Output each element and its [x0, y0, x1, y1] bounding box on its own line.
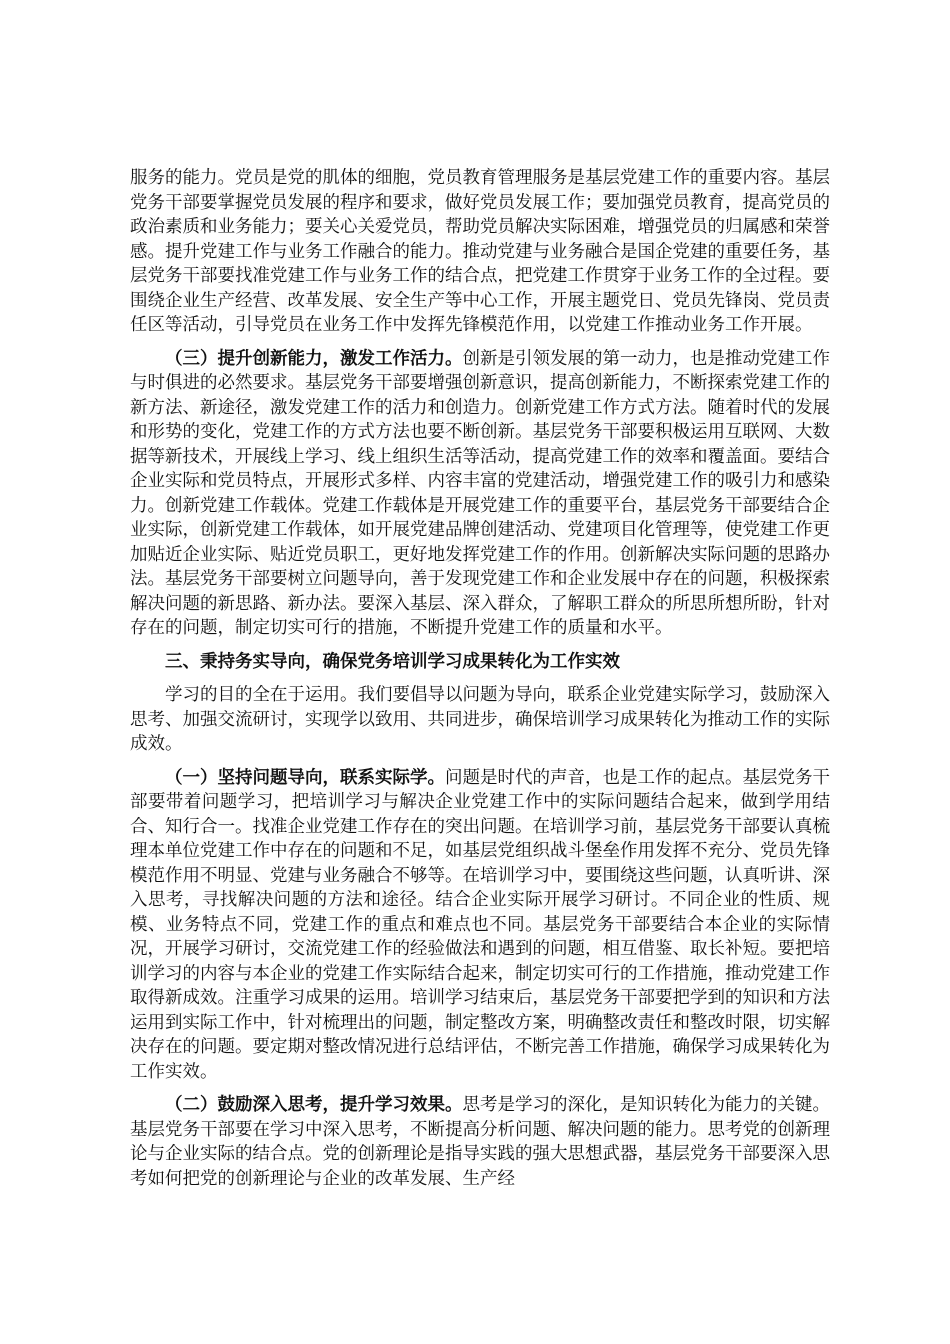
subheading-deep-thinking: （二）鼓励深入思考，提升学习效果。 — [165, 1095, 463, 1115]
paragraph-deep-thinking — [130, 1093, 830, 1191]
subheading-innovation: （三）提升创新能力，激发工作活力。 — [165, 348, 463, 369]
section-heading-three: 三、秉持务实导向，确保党务培训学习成果转化为工作实效 — [165, 651, 620, 672]
paragraph-problem-oriented — [130, 766, 830, 1085]
document-page — [130, 166, 830, 1200]
paragraph-innovation — [130, 347, 830, 641]
paragraph-problem-oriented-body: 问题是时代的声音，也是工作的起点。基层党务干部要带着问题学习，把培训学习与解决企业党建工作中的实际问题结合起来，做到学用结合、知行合一。找准企业党建工作存在的突出问题。在培训学习前，基层党务干部要认真梳理本单位党建工作中存在的问题和不足，如基层党组织战斗堡垒作用发挥不充分、党员先锋模范作用不明显、党建与业务融合不够等。在培训学习中，要围绕这些问题，认真听讲、深入思考，寻找解决问题的方法和途径。结合企业实际开展学习研讨。不同企业的性质、规模、业务特点不同，党建工作的重点和难点也不同。基层党务干部要结合本企业的实际情况，开展学习研讨，交流党建工作的经验做法和遇到的问题，相互借鉴、取长补短。要把培训学习的内容与本企业的党建工作实际结合起来，制定切实可行的工作措施，推动党建工作取得新成效。注重学习成果的运用。培训学习结束后，基层党务干部要把学到的知识和方法运用到实际工作中，针对梳理出的问题，制定整改方案，明确整改责任和整改时限，切实解决存在的问题。要定期对整改情况进行总结评估，不断完善工作措施，确保学习成果转化为工作实效。 — [130, 767, 830, 1082]
paragraph-learning-purpose: 学习的目的全在于运用。我们要倡导以问题为导向，联系企业党建实际学习，鼓励深入思考、加强交流研讨，实现学以致用、共同进步，确保培训学习成果转化为推动工作的实际成效。 — [130, 685, 830, 754]
subheading-problem-oriented: （一）坚持问题导向，联系实际学。 — [165, 767, 445, 788]
paragraph-innovation-body: 创新是引领发展的第一动力，也是推动党建工作与时俱进的必然要求。基层党务干部要增强创新意识，提高创新能力，不断探索党建工作的新方法、新途径，激发党建工作的活力和创造力。创新党建工作方式方法。随着时代的发展和形势的变化，党建工作的方式方法也要不断创新。基层党务干部要积极运用互联网、大数据等新技术，开展线上学习、线上组织生活等活动，提高党建工作的效率和覆盖面。要结合企业实际和党员特点，开展形式多样、内容丰富的党建活动，增强党建工作的吸引力和感染力。创新党建工作载体。党建工作载体是开展党建工作的重要平台，基层党务干部要结合企业实际，创新党建工作载体，如开展党建品牌创建活动、党建项目化管理等，使党建工作更加贴近企业实际、贴近党员职工，更好地发挥党建工作的作用。创新解决实际问题的思路办法。基层党务干部要树立问题导向，善于发现党建工作和企业发展中存在的问题，积极探索解决问题的新思路、新办法。要深入基层、深入群众，了解职工群众的所思所想所盼，针对存在的问题，制定切实可行的措施，不断提升党建工作的质量和水平。 — [130, 348, 830, 638]
paragraph-deep-thinking-body: 思考是学习的深化，是知识转化为能力的关键。基层党务干部要在学习中深入思考，不断提高分析问题、解决问题的能力。思考党的创新理论与企业实际的结合点。党的创新理论是指导实践的强大思想武器，基层党务干部要深入思考如何把党的创新理论与企业的改革发展、生产经 — [130, 1095, 830, 1189]
paragraph-service-ability: 服务的能力。党员是党的肌体的细胞，党员教育管理服务是基层党建工作的重要内容。基层党务干部要掌握党员发展的程序和要求，做好党员发展工作；要加强党员教育，提高党员的政治素质和业务能力；要关心关爱党员，帮助党员解决实际困难，增强党员的归属感和荣誉感。提升党建工作与业务工作融合的能力。推动党建与业务融合是国企党建的重要任务，基层党务干部要找准党建工作与业务工作的结合点，把党建工作贯穿于业务工作的全过程。要围绕企业生产经营、改革发展、安全生产等中心工作，开展主题党日、党员先锋岗、党员责任区等活动，引导党员在业务工作中发挥先锋模范作用，以党建工作推动业务工作开展。 — [130, 168, 830, 335]
